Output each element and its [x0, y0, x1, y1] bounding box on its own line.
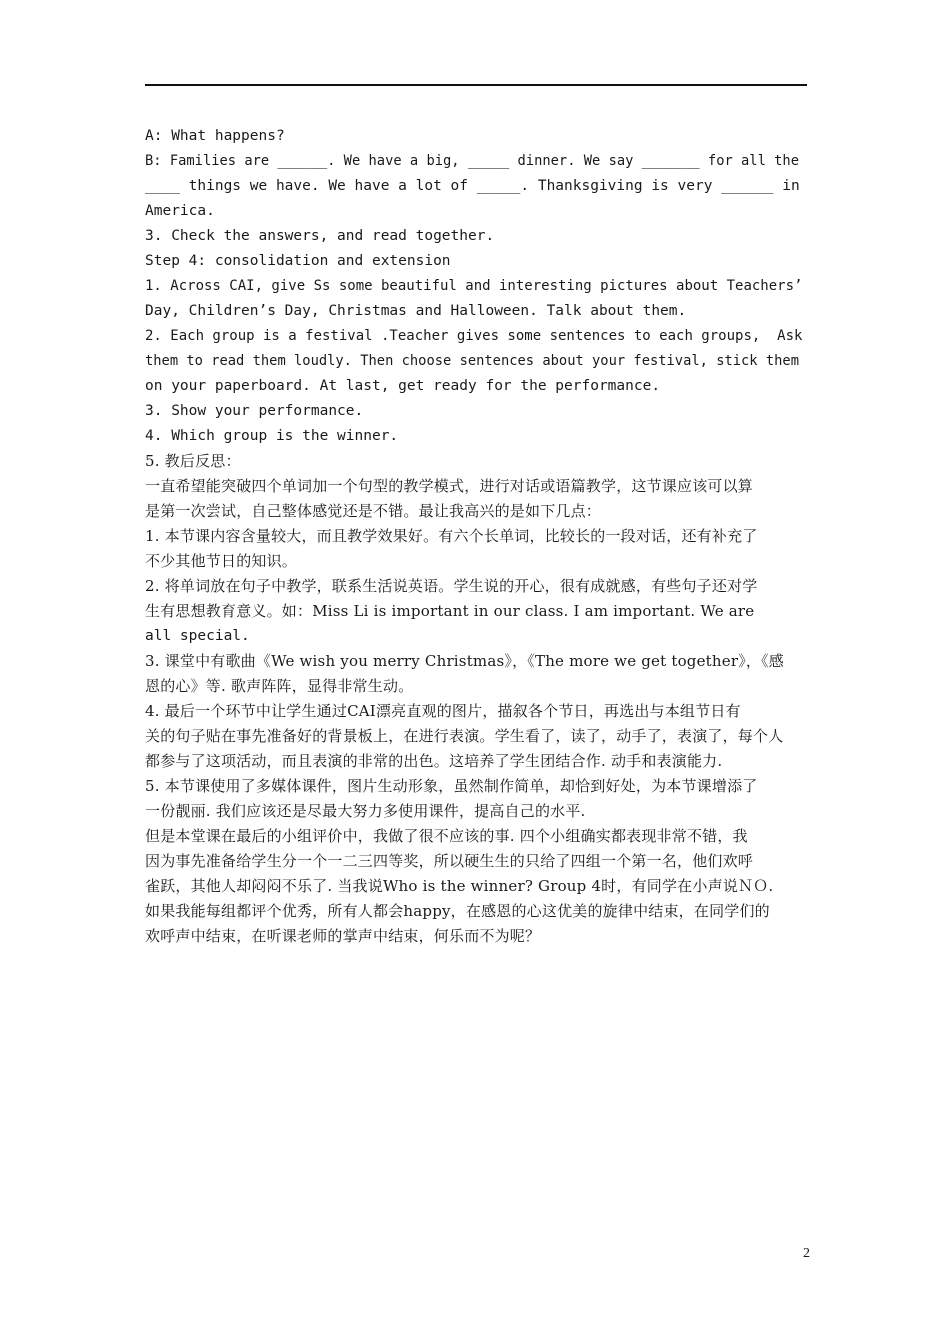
text-line: Step 4: consolidation and extension [145, 253, 451, 269]
text-line: 恩的心》等. 歌声阵阵，显得非常生动。 [145, 677, 414, 695]
text-line: 4. 最后一个环节中让学生通过CAI漂亮直观的图片，描叙各个节日，再选出与本组节日有 [145, 702, 741, 720]
document-body [145, 124, 809, 949]
text-line: 都参与了这项活动，而且表演的非常的出色。这培养了学生团结合作. 动手和表演能力. [145, 752, 723, 770]
text-line: 3. Check the answers, and read together. [145, 228, 495, 244]
page-number: 2 [803, 1246, 810, 1261]
text-line: 欢呼声中结束，在听课老师的掌声中结束，何乐而不为呢？ [145, 927, 541, 945]
text-line: all special. [145, 628, 250, 644]
text-line: 如果我能每组都评个优秀，所有人都会happy，在感恩的心这优美的旋律中结束，在同学们的 [145, 902, 770, 920]
text-line: America. [145, 203, 215, 219]
text-line: 生有思想教育意义。如：Miss Li is important in our class. I am important. We are [145, 602, 755, 620]
text-line: 雀跃，其他人却闷闷不乐了. 当我说Who is the winner? Group 4时，有同学在小声说ＮＯ. [145, 877, 774, 895]
text-line: 是第一次尝试，自己整体感觉还是不错。最让我高兴的是如下几点： [145, 502, 602, 520]
text-line: 1. Across CAI, give Ss some beautiful and interesting pictures about Teachers’ [145, 278, 803, 294]
text-line: A: What happens? [145, 128, 285, 144]
text-line: them to read them loudly. Then choose sentences about your festival, stick them [145, 353, 799, 369]
text-line: 因为事先准备给学生分一个一二三四等奖，所以硬生生的只给了四组一个第一名，他们欢呼 [145, 852, 754, 870]
text-line: 关的句子贴在事先准备好的背景板上，在进行表演。学生看了，读了，动手了，表演了，每个人 [145, 727, 784, 745]
text-line: Day, Children’s Day, Christmas and Halloween. Talk about them. [145, 303, 687, 319]
text-line: 4. Which group is the winner. [145, 428, 399, 444]
text-line: 5. 教后反思： [145, 452, 241, 470]
text-line: 5. 本节课使用了多媒体课件，图片生动形象，虽然制作简单，却恰到好处，为本节课增添了 [145, 777, 758, 795]
text-line: B: Families are ______. We have a big, _____ dinner. We say _______ for all the [145, 153, 799, 169]
text-line: ____ things we have. We have a lot of _____. Thanksgiving is very ______ in [145, 178, 800, 194]
header-rule [145, 84, 807, 86]
text-line: 3. Show your performance. [145, 403, 364, 419]
text-line: 一份靓丽. 我们应该还是尽最大努力多使用课件，提高自己的水平. [145, 802, 586, 820]
text-line: 1. 本节课内容含量较大，而且教学效果好。有六个长单词，比较长的一段对话，还有补充了 [145, 527, 758, 545]
text-line: on your paperboard. At last, get ready for the performance. [145, 378, 661, 394]
text-line: 一直希望能突破四个单词加一个句型的教学模式，进行对话或语篇教学，这节课应该可以算 [145, 477, 754, 495]
text-line: 2. 将单词放在句子中教学，联系生活说英语。学生说的开心，很有成就感，有些句子还对学 [145, 577, 758, 595]
text-line: 3. 课堂中有歌曲《We wish you merry Christmas》，《The more we get together》，《感 [145, 652, 785, 670]
text-line: 但是本堂课在最后的小组评价中，我做了很不应该的事. 四个小组确实都表现非常不错，我 [145, 827, 748, 845]
text-line: 不少其他节日的知识。 [145, 552, 298, 570]
text-line: 2. Each group is a festival .Teacher gives some sentences to each groups, Ask [145, 328, 803, 344]
